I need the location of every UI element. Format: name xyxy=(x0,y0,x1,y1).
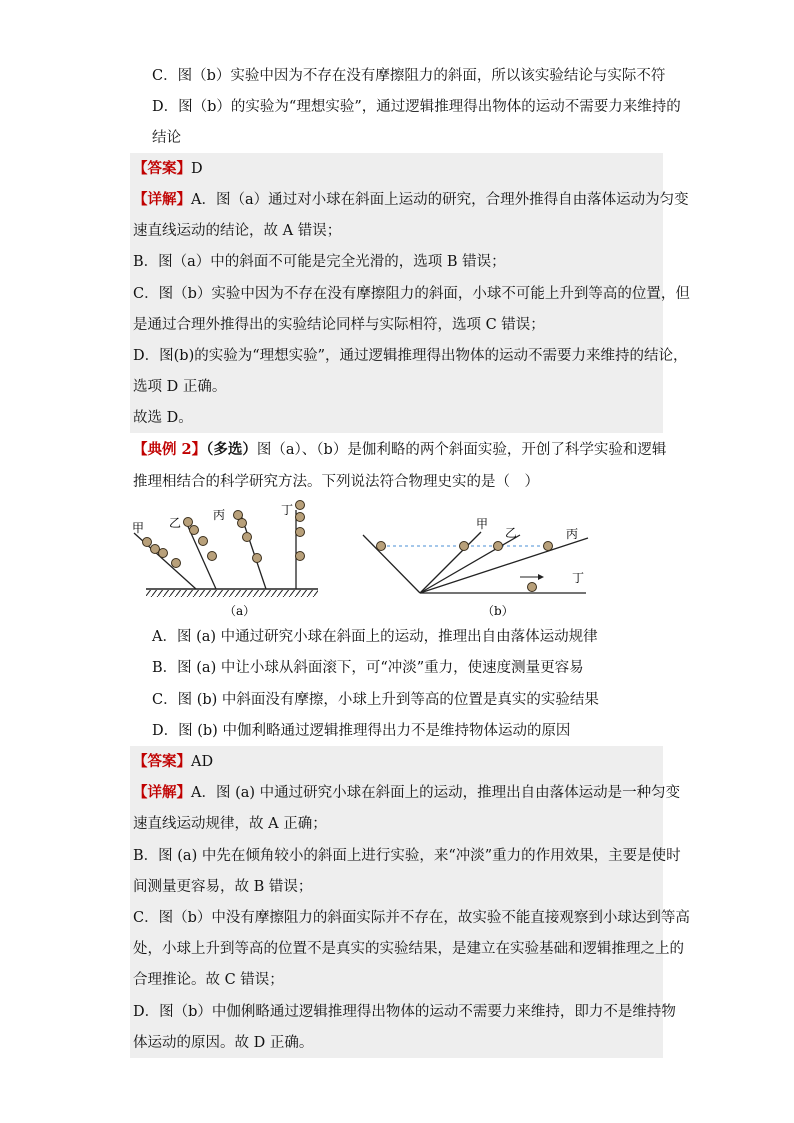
answer-value: D xyxy=(191,161,203,177)
detail-1-line-1: 速直线运动的结论，故 A 错误； xyxy=(133,223,342,239)
detail-1-line-3: C．图（b）实验中因为不存在没有摩擦阻力的斜面，小球不可能上升到等高的位置，但 xyxy=(133,286,690,302)
option-c: C．图 (b) 中斜面没有摩擦，小球上升到等高的位置是真实的实验结果 xyxy=(152,692,599,708)
label-a-jia: 甲 xyxy=(132,521,145,535)
example-2-line-1: 推理相结合的科学研究方法。下列说法符合物理史实的是（ ） xyxy=(133,474,539,490)
detail-2-line-6: 合理推论。故 C 错误； xyxy=(133,972,284,988)
detail-2-line-7: D．图（b）中伽俐略通过逻辑推理得出物体的运动不需要力来维持，即力不是维持物 xyxy=(133,1004,676,1020)
answer-1 xyxy=(133,158,203,180)
ball xyxy=(172,559,181,568)
label-b-yi: 乙 xyxy=(505,526,518,540)
answer-value: AD xyxy=(191,754,214,770)
option-a: A．图 (a) 中通过研究小球在斜面上的运动，推理出自由落体运动规律 xyxy=(152,629,598,645)
label-b-bing: 丙 xyxy=(566,527,579,541)
ball xyxy=(460,542,469,551)
option-c-prev: C．图（b）实验中因为不存在没有摩擦阻力的斜面，所以该实验结论与实际不符 xyxy=(152,68,666,84)
figure-b xyxy=(363,517,588,618)
ball xyxy=(184,518,193,527)
ball xyxy=(494,542,503,551)
detail-2-line-0: 【详解】A．图 (a) 中通过研究小球在斜面上的运动，推理出自由落体运动是一种匀变 xyxy=(133,784,681,801)
detail-1-line-4: 是通过合理外推得出的实验结论同样与实际相符，选项 C 错误； xyxy=(133,317,545,333)
detail-label: 【详解】 xyxy=(133,784,191,801)
ball xyxy=(296,552,305,561)
ball xyxy=(296,528,305,537)
ball xyxy=(296,513,305,522)
detail-2-line-1: 速直线运动规律，故 A 正确； xyxy=(133,816,327,832)
arrow-head xyxy=(538,574,544,580)
ball xyxy=(377,542,386,551)
label-b-ding: 丁 xyxy=(572,571,585,585)
detail-label: 【详解】 xyxy=(133,191,191,208)
example-tag: （多选） xyxy=(206,441,257,458)
option-d: D．图 (b) 中伽利略通过逻辑推理得出力不是维持物体运动的原因 xyxy=(152,723,571,739)
ball xyxy=(143,538,152,547)
example-2-line-0: 【典例 2】（多选）图（a）、（b）是伽利略的两个斜面实验，开创了科学实验和逻辑 xyxy=(133,441,667,458)
detail-2-line-2: B．图 (a) 中先在倾角较小的斜面上进行实验，来“冲淡”重力的作用效果，主要是使时 xyxy=(133,848,681,864)
label-a-ding: 丁 xyxy=(281,503,294,517)
detail-2-line-5: 处，小球上升到等高的位置不是真实的实验结果，是建立在实验基础和逻辑推理之上的 xyxy=(133,941,684,957)
detail-1-line-6: 选项 D 正确。 xyxy=(133,379,227,395)
detail-1-line-7: 故选 D。 xyxy=(133,410,193,426)
ball xyxy=(243,533,252,542)
answer-label: 【答案】 xyxy=(133,753,191,770)
ball xyxy=(528,583,537,592)
detail-1-line-2: B．图（a）中的斜面不可能是完全光滑的，选项 B 错误； xyxy=(133,254,506,270)
detail-1-line-5: D．图(b)的实验为“理想实验”，通过逻辑推理得出物体的运动不需要力来维持的结论， xyxy=(133,348,688,364)
ball xyxy=(208,552,217,561)
ball xyxy=(253,554,262,563)
galileo-incline-figure xyxy=(128,500,598,620)
label-b-jia: 甲 xyxy=(476,517,489,531)
option-d-prev-cont: 结论 xyxy=(152,130,181,146)
ball xyxy=(238,519,247,528)
answer-2 xyxy=(133,751,213,773)
ball xyxy=(159,549,168,558)
caption-b: （b） xyxy=(482,604,514,618)
detail-2-line-3: 间测量更容易，故 B 错误； xyxy=(133,879,313,895)
figure-a xyxy=(132,501,318,619)
ball xyxy=(296,501,305,510)
detail-2-line-4: C．图（b）中没有摩擦阻力的斜面实际并不存在，故实验不能直接观察到小球达到等高 xyxy=(133,910,690,926)
ball xyxy=(544,542,553,551)
example-label: 【典例 2】 xyxy=(133,441,207,458)
option-b: B．图 (a) 中让小球从斜面滚下，可“冲淡”重力，使速度测量更容易 xyxy=(152,660,584,676)
ball xyxy=(199,537,208,546)
caption-a: （a） xyxy=(224,604,256,618)
detail-1-line-0: 【详解】A．图（a）通过对小球在斜面上运动的研究，合理外推得自由落体运动为匀变 xyxy=(133,191,689,208)
answer-label: 【答案】 xyxy=(133,160,191,177)
option-d-prev: D．图（b）的实验为“理想实验”，通过逻辑推理得出物体的运动不需要力来维持的 xyxy=(152,99,681,115)
label-a-bing: 丙 xyxy=(213,508,226,522)
detail-2-line-8: 体运动的原因。故 D 正确。 xyxy=(133,1035,314,1051)
label-a-yi: 乙 xyxy=(169,516,182,530)
ball xyxy=(190,526,199,535)
